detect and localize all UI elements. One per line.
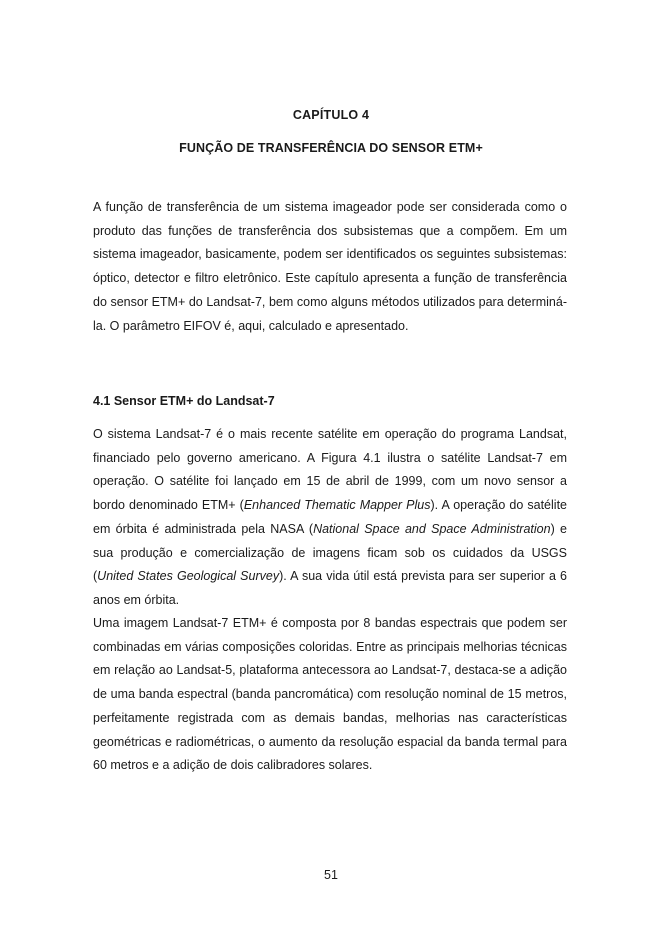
paragraph-text-run: O sistema Landsat-7 é o mais recente satélite em operação do programa Landsat, financiado pelo governo americano. A Figura 4.1 ilustra o satélite Landsat-7 em operação. O satélite foi lançado em 15 de abril de 1999, com um novo sensor a bordo denominado ETM+ ( bbox=[93, 427, 567, 513]
emphasis-term: Enhanced Thematic Mapper Plus bbox=[243, 498, 431, 513]
intro-paragraph-text: A função de transferência de um sistema imageador pode ser considerada como o produto das funções de transferência dos subsistemas que a compõem. Em um sistema imageador, basicamente, podem ser identificados os seguintes subsistemas: óptico, detector e filtro eletrônico. Este capítulo apresenta a função de transferência do sensor ETM+ do Landsat-7, bem como alguns métodos utilizados para determiná-la. O parâmetro EIFOV é, aqui, calculado e apresentado. bbox=[93, 200, 567, 333]
chapter-title: FUNÇÃO DE TRANSFERÊNCIA DO SENSOR ETM+ bbox=[179, 141, 483, 155]
intro-paragraph bbox=[93, 196, 567, 338]
paragraph-text-run: ). A sua vida útil está prevista para ser superior a 6 anos em órbita. bbox=[93, 569, 567, 607]
section-paragraph-1-text bbox=[93, 423, 567, 613]
emphasis-term: United States Geological Survey bbox=[97, 569, 280, 584]
section-heading: 4.1 Sensor ETM+ do Landsat-7 bbox=[93, 394, 275, 408]
paragraph-text-run: ). A operação do satélite em órbita é administrada pela NASA ( bbox=[93, 498, 567, 536]
section-paragraph-2 bbox=[93, 612, 567, 778]
chapter-label: CAPÍTULO 4 bbox=[292, 108, 370, 122]
paragraph-text-run: ) e sua produção e comercialização de imagens ficam sob os cuidados da USGS ( bbox=[93, 521, 567, 584]
emphasis-term: National Space and Space Administration bbox=[313, 521, 551, 536]
section-paragraph-1 bbox=[93, 423, 567, 613]
section-paragraph-2-text: Uma imagem Landsat-7 ETM+ é composta por 8 bandas espectrais que podem ser combinadas em várias composições coloridas. Entre as principais melhorias técnicas em relação ao Landsat-5, plataforma antecessora ao Landsat-7, destaca-se a adição de uma banda espectral (banda pancromática) com resolução nominal de 15 metros, perfeitamente registrada com as demais bandas, melhorias nas características geométricas e radiométricas, o aumento da resolução espacial da banda termal para 60 metros e a adição de dois calibradores solares. bbox=[93, 616, 567, 773]
page-number: 51 bbox=[324, 868, 338, 882]
